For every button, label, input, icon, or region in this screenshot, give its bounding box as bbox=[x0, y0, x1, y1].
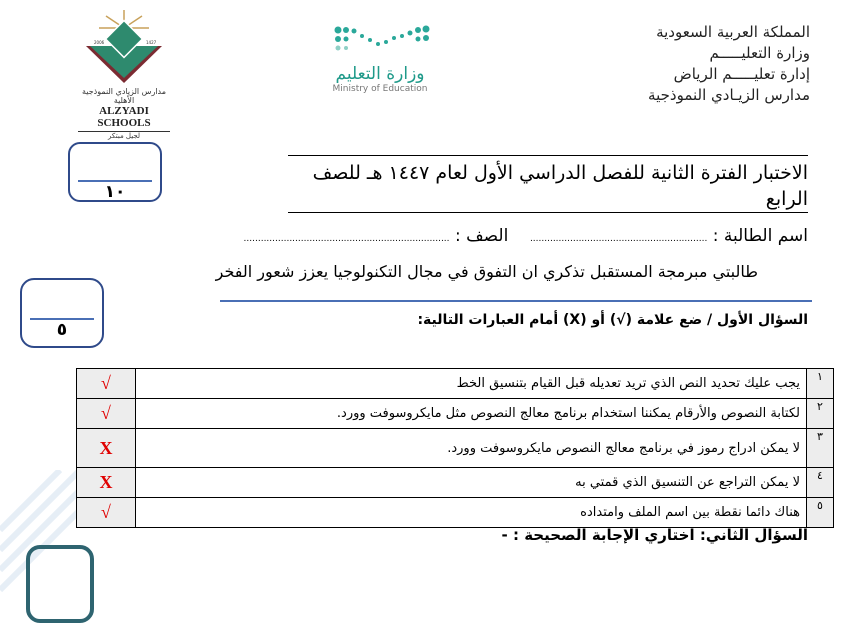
statement: لكتابة النصوص والأرقام يمكننا استخدام برنامج معالج النصوص مثل مايكروسوفت وورد. bbox=[136, 399, 807, 429]
question-1-table bbox=[76, 368, 834, 528]
name-label: اسم الطالبة : bbox=[712, 226, 808, 246]
student-info bbox=[78, 226, 808, 246]
school-arabic-name: مدارس الزيادي النموذجية الأهلية bbox=[81, 87, 167, 105]
ministry-logo bbox=[325, 24, 435, 94]
header-line: المملكة العربية السعودية bbox=[656, 23, 810, 41]
question-2-heading: السؤال الثاني: اختاري الإجابة الصحيحة : - bbox=[501, 526, 808, 544]
header-text bbox=[648, 22, 810, 106]
row-number: ١ bbox=[807, 369, 834, 399]
class-field[interactable]: ........................................................................ bbox=[243, 234, 450, 244]
school-english-name: ALZYADI SCHOOLS bbox=[97, 105, 151, 129]
row-number: ٢ bbox=[807, 399, 834, 429]
motto: طالبتي مبرمجة المستقبل تذكري ان التفوق في مجال التكنولوجيا يعزز شعور الفخر bbox=[215, 262, 758, 281]
table-row bbox=[77, 369, 834, 399]
total-score-box bbox=[68, 142, 162, 202]
total-score: ١٠ bbox=[104, 182, 126, 202]
school-logo bbox=[78, 8, 170, 140]
answer-mark[interactable]: X bbox=[77, 429, 136, 468]
section-score: ٥ bbox=[56, 320, 68, 340]
table-row bbox=[77, 399, 834, 429]
answer-mark[interactable]: √ bbox=[77, 369, 136, 399]
row-number: ٥ bbox=[807, 498, 834, 528]
year-right: 1427 bbox=[146, 40, 157, 45]
header-line: وزارة التعليـــــم bbox=[709, 44, 810, 62]
table-row bbox=[77, 498, 834, 528]
row-number: ٣ bbox=[807, 429, 834, 468]
table-row bbox=[77, 429, 834, 468]
ministry-english: Ministry of Education bbox=[332, 84, 428, 94]
name-field[interactable]: .............................................................. bbox=[529, 234, 708, 244]
statement: يجب عليك تحديد النص الذي تريد تعديله قبل القيام بتنسيق الخط bbox=[136, 369, 807, 399]
answer-mark[interactable]: X bbox=[77, 468, 136, 498]
answer-mark[interactable]: √ bbox=[77, 399, 136, 429]
decorative-shape bbox=[26, 545, 94, 623]
exam-title: الاختبار الفترة الثانية للفصل الدراسي الأول لعام ١٤٤٧ هـ للصف الرابع bbox=[288, 155, 808, 213]
divider bbox=[220, 300, 812, 302]
school-tagline: لجيل مبتكر bbox=[78, 131, 170, 140]
header-line: مدارس الزيـادي النموذجية bbox=[648, 86, 810, 104]
statement: لا يمكن ادراج رموز في برنامج معالج النصوص مايكروسوفت وورد. bbox=[136, 429, 807, 468]
question-1-heading: السؤال الأول / ضع علامة (√) أو (X) أمام العبارات التالية: bbox=[417, 312, 808, 328]
statement: هناك دائما نقطة بين اسم الملف وامتداده bbox=[136, 498, 807, 528]
table-row bbox=[77, 468, 834, 498]
ministry-arabic: وزارة التعليم bbox=[335, 64, 425, 84]
answer-mark[interactable]: √ bbox=[77, 498, 136, 528]
statement: لا يمكن التراجع عن التنسيق الذي قمتي به bbox=[136, 468, 807, 498]
ministry-dots-icon bbox=[330, 24, 430, 52]
class-label: الصف : bbox=[454, 226, 509, 246]
row-number: ٤ bbox=[807, 468, 834, 498]
school-emblem-icon bbox=[84, 8, 164, 83]
section-score-box bbox=[20, 278, 104, 348]
header-line: إدارة تعليـــــم الرياض bbox=[673, 65, 810, 83]
year-left: 2006 bbox=[94, 40, 105, 45]
